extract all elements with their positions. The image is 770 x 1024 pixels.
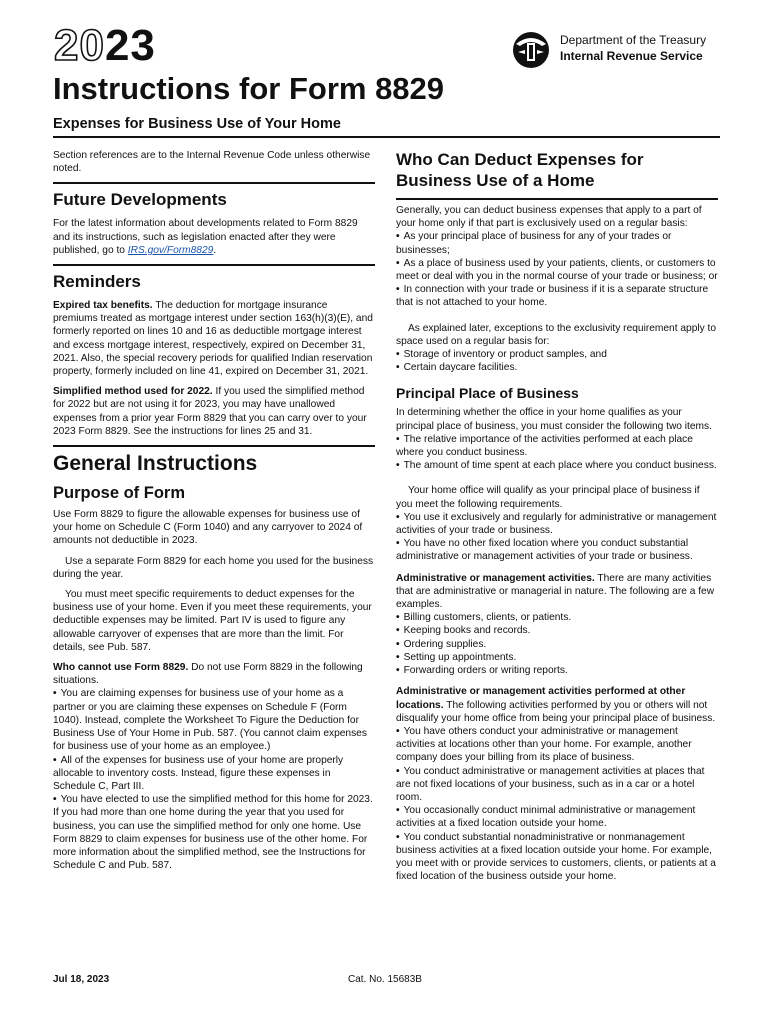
footer-catalog-number: Cat. No. 15683B (348, 974, 422, 985)
right-column (396, 149, 718, 883)
simplified-method-paragraph: Simplified method used for 2022. If you used the simplified method for 2022 but are not using it for 2023, you may have unallowed expenses from a prior year Form 8829 that you can carry over to your 2023 Form 8829. See the instructions for lines 25 and 31. (53, 386, 367, 437)
list-item: • All of the expenses for business use of your home are properly allocable to inventory costs. Instead, figure these expenses in Schedule C, Part III. (53, 754, 375, 794)
page-title: Instructions for Form 8829 (53, 71, 445, 106)
agency-block (560, 32, 706, 64)
reminders-heading: Reminders (53, 272, 141, 292)
list-item: • As a place of business used by your patients, clients, or customers to meet or deal with you in the normal course of your trade or business; or (396, 257, 718, 283)
purpose-paragraph: You must meet specific requirements to deduct expenses for the business use of your home. Even if you meet these requirements, your deductible expenses may be limited. Part IV is used to figure any allowable carryover of expenses that are more than the limit. For details, see Pub. 587. (53, 589, 372, 653)
other-locations-paragraph: Administrative or management activities performed at other locations. The following activities performed by you or others will not disqualify your home office from being your principal place of business. (396, 686, 716, 724)
purpose-paragraph: Use a separate Form 8829 for each home you used for the business during the year. (53, 555, 374, 580)
list-item: • Forwarding orders or writing reports. (396, 664, 718, 677)
agency-name: Internal Revenue Service (560, 49, 703, 63)
who-cannot-paragraph: Who cannot use Form 8829. Do not use Form 8829 in the following situations. (53, 662, 363, 687)
list-item: • Certain daycare facilities. (396, 361, 718, 374)
admin-activities-paragraph: Administrative or management activities. There are many activities that are administrative or managerial in nature. The following are a few examples. (396, 572, 715, 611)
list-item: • You have elected to use the simplified method for this home for 2023. If you had more than one home during the year that you used for business, you can use the simplified method for only one home. Use Form 8829 to claim expenses for business use of the other home. For more information about the simplified method, see the Instructions for Schedule C and Pub. 587. (53, 793, 375, 872)
year-heading: 2023 (54, 21, 156, 70)
list-item: • Ordering supplies. (396, 638, 718, 651)
future-developments-text: For the latest information about developments related to Form 8829 and its instructions, such as legislation enacted after they were published, go to IRS.gov/Form8829. (53, 218, 358, 256)
list-item: • You are claiming expenses for business use of your home as a partner or you are claiming these expenses on Schedule F (Form 1040). Instead, complete the Worksheet To Figure the Deduction for Business Use of Your Home in Pub. 587. (You cannot claim expenses for business use of your home as an employee.) (53, 687, 375, 753)
list-item: • Storage of inventory or product samples, and (396, 348, 718, 361)
exceptions-paragraph: As explained later, exceptions to the exclusivity requirement apply to space used on a regular basis for: (396, 322, 717, 347)
who-can-deduct-heading: Who Can Deduct Expenses for Business Use of a Home (396, 150, 644, 190)
list-item: • The amount of time spent at each place where you conduct business. (396, 459, 718, 472)
intro-text: Section references are to the Internal Revenue Code unless otherwise noted. (53, 150, 371, 175)
section-divider (396, 198, 718, 200)
list-item: • Keeping books and records. (396, 624, 718, 637)
left-column (53, 149, 375, 872)
page-subtitle: Expenses for Business Use of Your Home (53, 116, 341, 132)
section-divider (53, 264, 375, 266)
irs-eagle-logo-icon (506, 30, 556, 70)
list-item: • You have no other fixed location where you conduct substantial administrative or management activities of your trade or business. (396, 537, 718, 563)
title-divider (53, 136, 720, 138)
footer-date: Jul 18, 2023 (53, 974, 110, 985)
qualify-paragraph: Your home office will qualify as your principal place of business if you meet the following requirements. (396, 485, 700, 510)
list-item: • The relative importance of the activities performed at each place where you conduct business. (396, 433, 718, 459)
general-instructions-heading: General Instructions (53, 452, 258, 476)
principal-place-heading: Principal Place of Business (396, 385, 579, 402)
list-item: • In connection with your trade or business if it is a separate structure that is not attached to your home. (396, 283, 718, 309)
who-can-deduct-intro: Generally, you can deduct business expenses that apply to a part of your home only if that part is exclusively used on a regular basis: (396, 205, 702, 230)
list-item: • You have others conduct your administrative or management activities at locations other than your home. For example, another company does your billing from its place of business. (396, 725, 718, 765)
list-item: • You conduct administrative or management activities at places that are not fixed locations of your business, such as in a car or a hotel room. (396, 765, 718, 805)
section-divider (53, 445, 375, 447)
list-item: • You occasionally conduct minimal administrative or management activities at a fixed location outside your home. (396, 804, 718, 830)
purpose-of-form-heading: Purpose of Form (53, 484, 186, 503)
principal-place-intro: In determining whether the office in your home qualifies as your principal place of business, you must consider the following two items. (396, 407, 712, 432)
list-item: • You conduct substantial nonadministrative or nonmanagement business activities at a fixed location outside your home. For example, you meet with or provide services to customers, clients, or patients at a fixed location of the business outside your home. (396, 831, 718, 884)
irs-form8829-link[interactable]: IRS.gov/Form8829 (127, 244, 214, 256)
department-name: Department of the Treasury (560, 33, 707, 47)
list-item: • You use it exclusively and regularly for administrative or management activities of your trade or business. (396, 511, 718, 537)
future-developments-heading: Future Developments (53, 190, 227, 210)
list-item: • Billing customers, clients, or patients. (396, 611, 718, 624)
section-divider (53, 182, 375, 184)
list-item: • As your principal place of business for any of your trades or businesses; (396, 230, 718, 256)
expired-benefits-paragraph: Expired tax benefits. The deduction for mortgage insurance premiums treated as mortgage interest under section 163(h)(3)(E), and formerly reported on lines 10 and 16 as deductible mortgage interest and excess mortgage interest, respectively, expired on December 31, 2021. Also, the special recovery periods for qualified Indian reservation property, formerly included on line 41, expired on December 31, 2021. (53, 300, 373, 378)
purpose-paragraph: Use Form 8829 to figure the allowable expenses for business use of your home on Schedule C (Form 1040) and any carryover to 2024 of amounts not deductible in 2023. (53, 509, 363, 547)
list-item: • Setting up appointments. (396, 651, 718, 664)
